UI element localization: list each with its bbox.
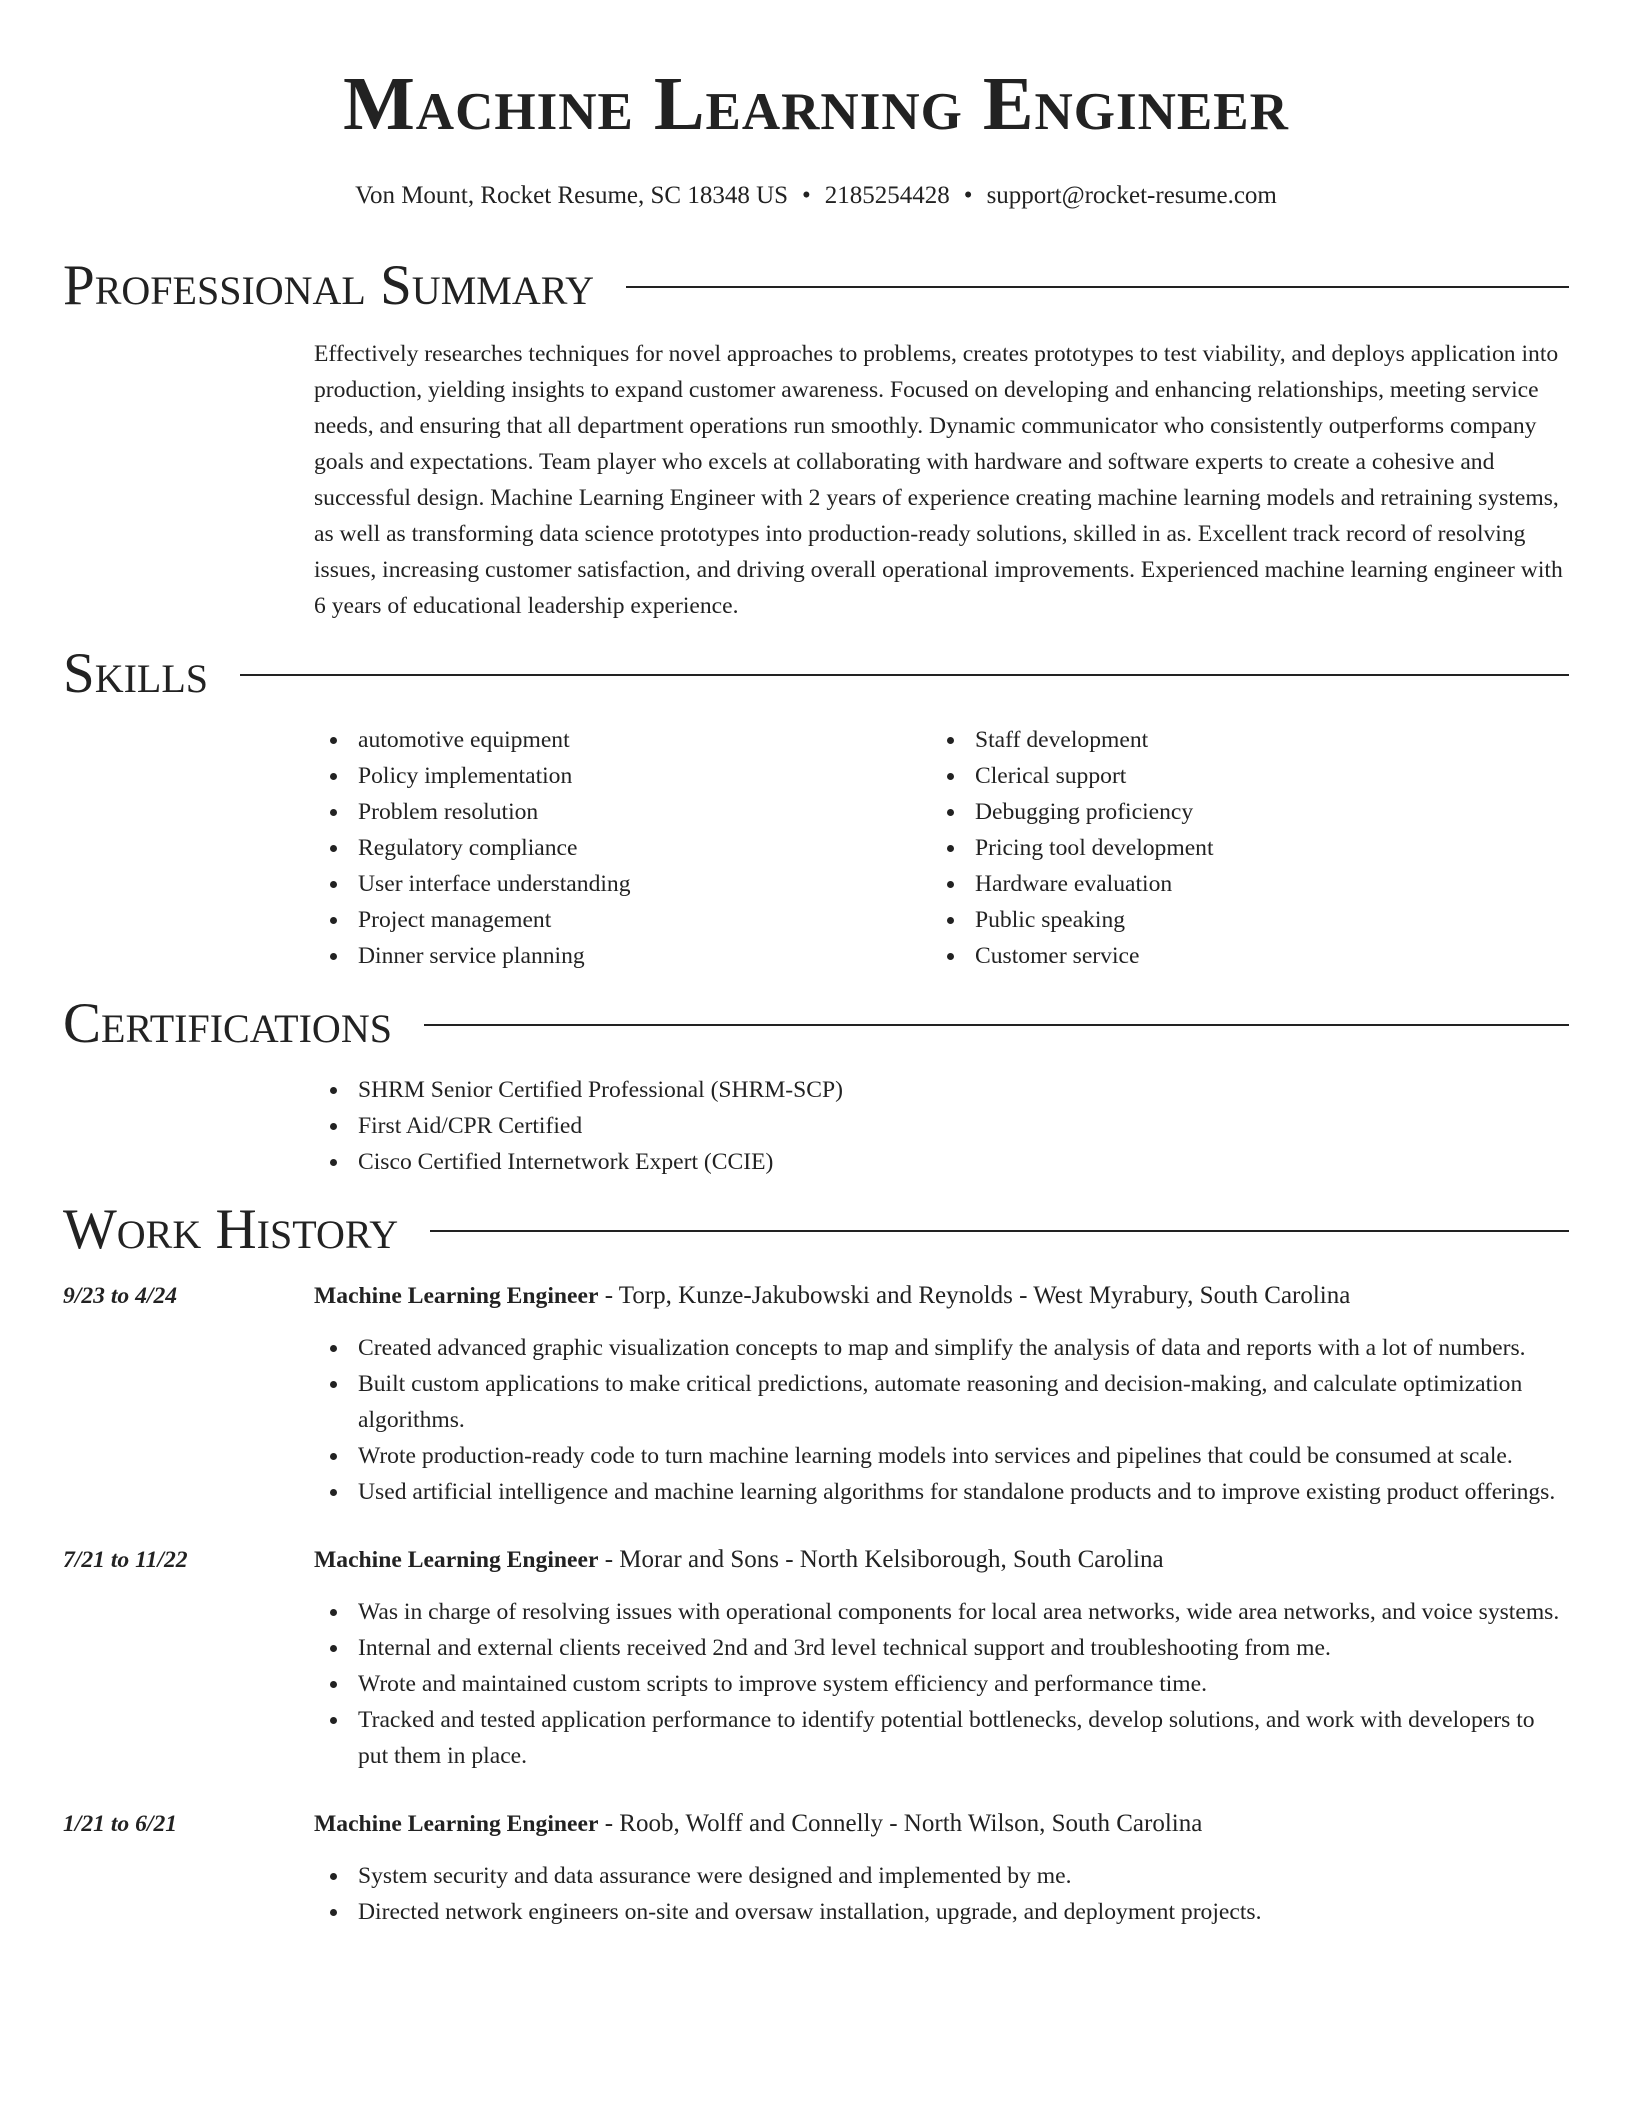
summary-heading: Professional Summary (63, 254, 595, 317)
job-bullet: Built custom applications to make critical predictions, automate reasoning and decision-making, and calculate optimization algorithms. (314, 1366, 1569, 1438)
summary-section-header (63, 252, 1569, 320)
skill-item: Public speaking (931, 902, 1548, 938)
contact-separator: • (802, 182, 811, 209)
job-bullet: Created advanced graphic visualization concepts to map and simplify the analysis of data and reports with a lot of numbers. (314, 1330, 1569, 1366)
certification-item: First Aid/CPR Certified (314, 1108, 1569, 1144)
job-title: Machine Learning Engineer (314, 1283, 599, 1309)
job-title-line (314, 1806, 1202, 1842)
job-bullet: Directed network engineers on-site and oversaw installation, upgrade, and deployment projects. (314, 1894, 1569, 1930)
job-dates: 9/23 to 4/24 (63, 1283, 178, 1309)
contact-line (63, 180, 1569, 212)
job-entry (63, 1542, 1569, 1774)
section-divider (430, 1230, 1569, 1232)
job-entry (63, 1806, 1569, 1930)
certification-item: SHRM Senior Certified Professional (SHRM-SCP) (314, 1072, 1569, 1108)
job-details: - Torp, Kunze-Jakubowski and Reynolds - West Myrabury, South Carolina (598, 1282, 1351, 1309)
job-title-line (314, 1542, 1164, 1578)
skills-heading: Skills (63, 642, 209, 705)
job-dates: 7/21 to 11/22 (63, 1547, 188, 1573)
job-dates: 1/21 to 6/21 (63, 1811, 178, 1837)
work-heading: Work History (63, 1198, 399, 1261)
skills-list-left (314, 722, 931, 974)
skill-item: Dinner service planning (314, 938, 931, 974)
job-bullets (314, 1330, 1569, 1510)
skill-item: Problem resolution (314, 794, 931, 830)
job-bullet: Wrote production-ready code to turn machine learning models into services and pipelines that could be consumed at scale. (314, 1438, 1569, 1474)
skills-section-header (63, 640, 1569, 708)
skill-item: Customer service (931, 938, 1548, 974)
job-header (63, 1542, 1569, 1578)
work-section-header (63, 1196, 1569, 1264)
skills-grid (314, 722, 1569, 974)
job-details: - Roob, Wolff and Connelly - North Wilson, South Carolina (598, 1810, 1203, 1837)
skill-item: Staff development (931, 722, 1548, 758)
section-divider (626, 286, 1569, 288)
job-title: Machine Learning Engineer (314, 1547, 599, 1573)
skill-item: Pricing tool development (931, 830, 1548, 866)
job-header (63, 1806, 1569, 1842)
skills-list-right (931, 722, 1548, 974)
job-bullets (314, 1858, 1569, 1930)
job-title: Machine Learning Engineer (314, 1811, 599, 1837)
certifications-list (314, 1072, 1569, 1180)
skill-item: automotive equipment (314, 722, 931, 758)
skill-item: Policy implementation (314, 758, 931, 794)
job-bullet: Wrote and maintained custom scripts to improve system efficiency and performance time. (314, 1666, 1569, 1702)
certifications-heading: Certifications (63, 992, 392, 1055)
contact-separator: • (963, 182, 973, 209)
skill-item: Clerical support (931, 758, 1548, 794)
certification-item: Cisco Certified Internetwork Expert (CCIE) (314, 1144, 1569, 1180)
resume-title: Machine Learning Engineer (343, 62, 1289, 146)
skill-item: Project management (314, 902, 931, 938)
job-entry (63, 1278, 1569, 1510)
job-bullet: System security and data assurance were designed and implemented by me. (314, 1858, 1569, 1894)
skill-item: Debugging proficiency (931, 794, 1548, 830)
skill-item: Hardware evaluation (931, 866, 1548, 902)
contact-phone: 2185254428 (824, 182, 950, 209)
certifications-section-header (63, 990, 1569, 1058)
job-bullet: Used artificial intelligence and machine learning algorithms for standalone products and to improve existing product offerings. (314, 1474, 1569, 1510)
job-details: - Morar and Sons - North Kelsiborough, South Carolina (598, 1546, 1164, 1573)
job-bullet: Was in charge of resolving issues with operational components for local area networks, wide area networks, and voice systems. (314, 1594, 1569, 1630)
job-bullet: Tracked and tested application performance to identify potential bottlenecks, develop solutions, and work with developers to put them in place. (314, 1702, 1569, 1774)
section-divider (424, 1024, 1569, 1026)
job-header (63, 1278, 1569, 1314)
summary-text: Effectively researches techniques for novel approaches to problems, creates prototypes to test viability, and deploys application into production, yielding insights to expand customer awareness. Focused on developing and enhancing relationships, meeting service needs, and ensuring that all department operations run smoothly. Dynamic communicator who consistently outperforms company goals and expectations. Team player who excels at collaborating with hardware and software experts to create a cohesive and successful design. Machine Learning Engineer with 2 years of experience creating machine learning models and retraining systems, as well as transforming data science prototypes into production-ready solutions, skilled in as. Excellent track record of resolving issues, increasing customer satisfaction, and driving overall operational improvements. Experienced machine learning engineer with 6 years of educational leadership experience. (314, 341, 1563, 619)
job-bullets (314, 1594, 1569, 1774)
contact-email: support@rocket-resume.com (986, 182, 1277, 209)
section-divider (240, 674, 1569, 676)
job-title-line (314, 1278, 1350, 1314)
job-bullet: Internal and external clients received 2nd and 3rd level technical support and troubleshooting from me. (314, 1630, 1569, 1666)
skill-item: User interface understanding (314, 866, 931, 902)
skill-item: Regulatory compliance (314, 830, 931, 866)
contact-address: Von Mount, Rocket Resume, SC 18348 US (355, 182, 789, 209)
